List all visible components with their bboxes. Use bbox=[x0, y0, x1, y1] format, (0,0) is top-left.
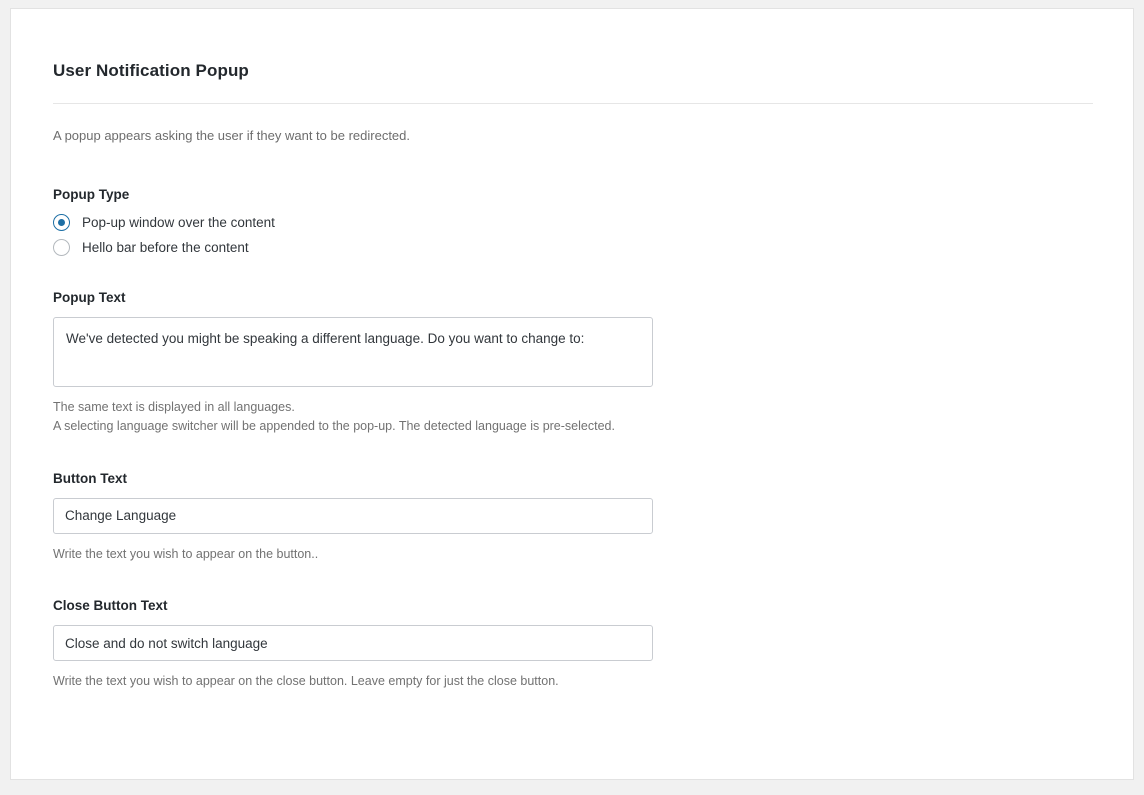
popup-text-label: Popup Text bbox=[53, 290, 126, 305]
popup-text-help bbox=[53, 398, 1091, 437]
radio-label-popup-window: Pop-up window over the content bbox=[82, 215, 275, 230]
close-button-text-input[interactable] bbox=[53, 625, 653, 661]
settings-content bbox=[11, 9, 1133, 692]
settings-panel bbox=[10, 8, 1134, 780]
radio-option-hello-bar[interactable] bbox=[53, 239, 1091, 256]
popup-text-field bbox=[53, 290, 1091, 437]
button-text-help: Write the text you wish to appear on the button.. bbox=[53, 546, 319, 561]
title-divider bbox=[53, 103, 1093, 104]
button-text-field bbox=[53, 471, 1091, 564]
popup-text-input[interactable] bbox=[53, 317, 653, 387]
close-button-text-label: Close Button Text bbox=[53, 598, 168, 614]
button-text-label: Button Text bbox=[53, 470, 127, 486]
popup-text-help-line-2: A selecting language switcher will be appended to the pop-up. The detected language is pre-selected. bbox=[53, 419, 615, 434]
close-button-text-field bbox=[53, 598, 1091, 691]
page-title: User Notification Popup bbox=[53, 61, 249, 80]
radio-label-hello-bar: Hello bar before the content bbox=[82, 240, 249, 255]
button-text-input[interactable] bbox=[53, 498, 653, 534]
close-button-text-help: Write the text you wish to appear on the close button. Leave empty for just the close button. bbox=[53, 674, 559, 689]
radio-option-popup-window[interactable] bbox=[53, 214, 1091, 231]
radio-icon-hello-bar[interactable] bbox=[53, 239, 70, 256]
popup-type-label: Popup Type bbox=[53, 187, 130, 202]
intro-text: A popup appears asking the user if they want to be redirected. bbox=[53, 128, 411, 143]
radio-icon-popup-window[interactable] bbox=[53, 214, 70, 231]
popup-type-field bbox=[53, 187, 1091, 256]
popup-text-help-line-1: The same text is displayed in all languages. bbox=[53, 400, 295, 414]
